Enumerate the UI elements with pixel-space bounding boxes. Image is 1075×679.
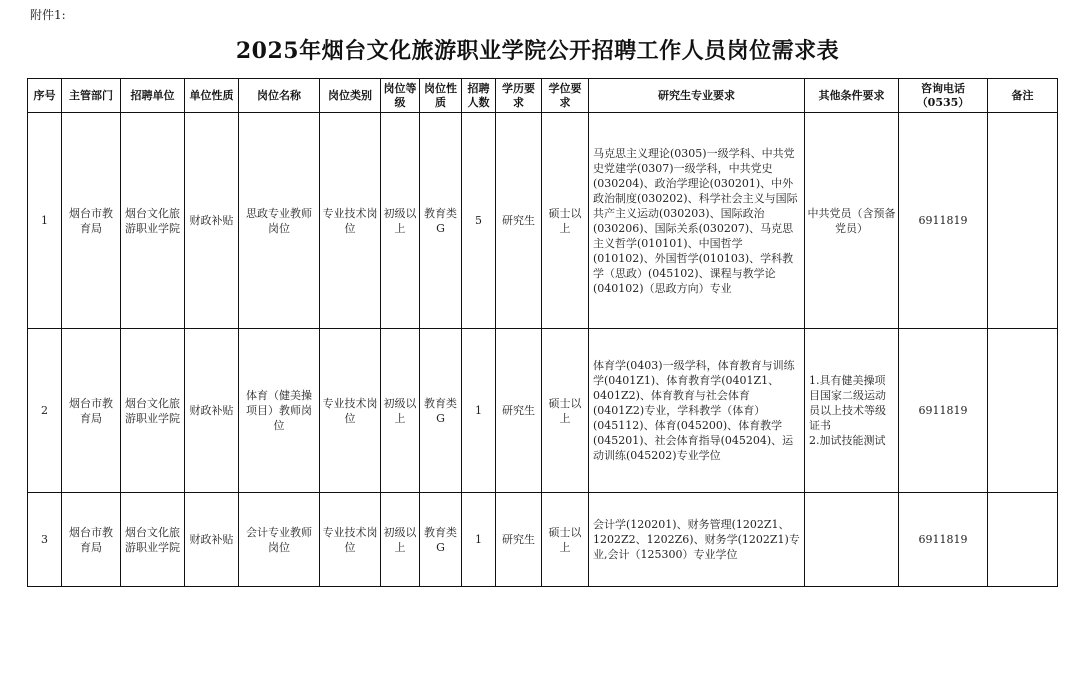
cell-post-category: 专业技术岗位 xyxy=(320,493,381,587)
cell-seq: 3 xyxy=(28,493,62,587)
header-other: 其他条件要求 xyxy=(805,79,899,113)
header-post-nature: 岗位性质 xyxy=(420,79,462,113)
cell-nature: 财政补贴 xyxy=(185,329,239,493)
cell-dept: 烟台市教育局 xyxy=(62,113,121,329)
cell-unit: 烟台文化旅游职业学院 xyxy=(121,493,185,587)
cell-count: 1 xyxy=(462,493,496,587)
header-dept: 主管部门 xyxy=(62,79,121,113)
header-post-name: 岗位名称 xyxy=(239,79,320,113)
cell-major: 体育学(0403)一级学科，体育教育与训练学(0401Z1)、体育教育学(0401Z1、0401Z2)、体育教育与社会体育(0401Z2)专业，学科教学（体育）(045112)、体育(045200)、体育教学(045201)、社会体育指导(045204)、运动训练(045202)专业学位 xyxy=(589,329,805,493)
cell-education: 研究生 xyxy=(496,329,542,493)
cell-post-nature: 教育类G xyxy=(420,113,462,329)
header-post-level: 岗位等级 xyxy=(381,79,420,113)
cell-unit: 烟台文化旅游职业学院 xyxy=(121,329,185,493)
cell-post-name: 思政专业教师岗位 xyxy=(239,113,320,329)
cell-post-category: 专业技术岗位 xyxy=(320,329,381,493)
cell-post-nature: 教育类G xyxy=(420,329,462,493)
cell-other xyxy=(805,493,899,587)
header-post-category: 岗位类别 xyxy=(320,79,381,113)
cell-nature: 财政补贴 xyxy=(185,493,239,587)
table-row xyxy=(28,113,1058,329)
header-degree: 学位要求 xyxy=(542,79,589,113)
cell-count: 1 xyxy=(462,329,496,493)
cell-post-level: 初级以上 xyxy=(381,329,420,493)
page-title: 2025年烟台文化旅游职业学院公开招聘工作人员岗位需求表 xyxy=(235,38,840,64)
cell-phone: 6911819 xyxy=(899,113,988,329)
cell-major: 会计学(120201)、财务管理(1202Z1、1202Z2、1202Z6)、财务学(1202Z1)专业,会计（125300）专业学位 xyxy=(589,493,805,587)
cell-degree: 硕士以上 xyxy=(542,329,589,493)
cell-seq: 1 xyxy=(28,113,62,329)
cell-post-category: 专业技术岗位 xyxy=(320,113,381,329)
attachment-label: 附件1: xyxy=(30,8,66,22)
cell-education: 研究生 xyxy=(496,113,542,329)
cell-degree: 硕士以上 xyxy=(542,493,589,587)
cell-degree: 硕士以上 xyxy=(542,113,589,329)
header-education: 学历要求 xyxy=(496,79,542,113)
cell-remark xyxy=(988,493,1058,587)
header-unit: 招聘单位 xyxy=(121,79,185,113)
cell-other: 1.具有健美操项目国家二级运动员以上技术等级证书 2.加试技能测试 xyxy=(805,329,899,493)
header-nature: 单位性质 xyxy=(185,79,239,113)
header-major: 研究生专业要求 xyxy=(589,79,805,113)
cell-other: 中共党员（含预备党员） xyxy=(805,113,899,329)
cell-post-level: 初级以上 xyxy=(381,113,420,329)
cell-dept: 烟台市教育局 xyxy=(62,493,121,587)
cell-count: 5 xyxy=(462,113,496,329)
cell-phone: 6911819 xyxy=(899,329,988,493)
cell-post-name: 体育（健美操项目）教师岗位 xyxy=(239,329,320,493)
cell-seq: 2 xyxy=(28,329,62,493)
cell-unit: 烟台文化旅游职业学院 xyxy=(121,113,185,329)
cell-education: 研究生 xyxy=(496,493,542,587)
table-row xyxy=(28,329,1058,493)
cell-phone: 6911819 xyxy=(899,493,988,587)
header-seq: 序号 xyxy=(28,79,62,113)
cell-nature: 财政补贴 xyxy=(185,113,239,329)
job-requirements-table xyxy=(27,78,1058,587)
cell-remark xyxy=(988,113,1058,329)
cell-post-nature: 教育类G xyxy=(420,493,462,587)
cell-post-level: 初级以上 xyxy=(381,493,420,587)
header-phone: 咨询电话（0535） xyxy=(899,79,988,113)
table-header-row xyxy=(28,79,1058,113)
cell-major: 马克思主义理论(0305)一级学科、中共党史党建学(0307)一级学科，中共党史(030204)、政治学理论(030201)、中外政治制度(030202)、科学社会主义与国际共产主义运动(030203)、国际政治(030206)、国际关系(030207)、马克思主义哲学(010101)、中国哲学(010102)、外国哲学(010103)、学科教学（思政）(045102)、课程与教学论(040102)（思政方向）专业 xyxy=(589,113,805,329)
cell-post-name: 会计专业教师岗位 xyxy=(239,493,320,587)
header-count: 招聘人数 xyxy=(462,79,496,113)
header-remark: 备注 xyxy=(988,79,1058,113)
cell-remark xyxy=(988,329,1058,493)
cell-dept: 烟台市教育局 xyxy=(62,329,121,493)
table-row xyxy=(28,493,1058,587)
